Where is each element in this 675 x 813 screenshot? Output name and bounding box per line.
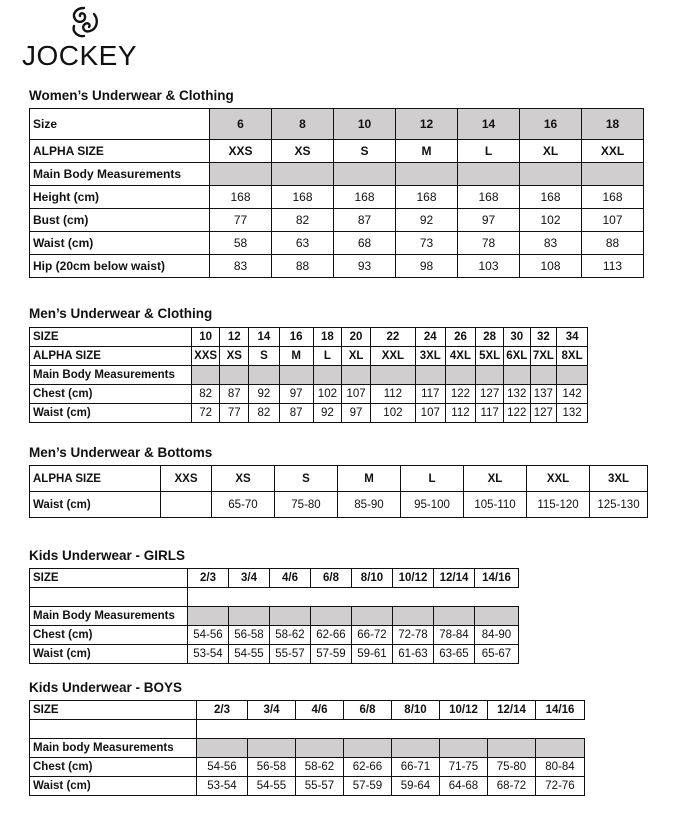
size-cell: 16 (279, 328, 313, 347)
measurement-value: 68-72 (488, 777, 536, 796)
alpha-size-cell: L (313, 347, 342, 366)
measurement-value: 97 (342, 404, 371, 423)
measurement-value: 107 (415, 404, 445, 423)
men-bottoms-section-title: Men’s Underwear & Bottoms (29, 445, 213, 460)
alpha-size-row (30, 466, 648, 492)
measurement-value: 56-58 (248, 758, 296, 777)
size-cell: 6 (210, 109, 272, 140)
measurement-row (30, 777, 585, 796)
shaded-cell (342, 366, 371, 385)
measurement-value: 83 (520, 232, 582, 255)
size-cell: 22 (370, 328, 415, 347)
measurement-value: 71-75 (440, 758, 488, 777)
measurement-value: 122 (503, 404, 530, 423)
shaded-cell (475, 607, 519, 626)
measurement-value: 55-57 (270, 645, 311, 664)
shaded-cell (313, 366, 342, 385)
measurement-value: 168 (396, 186, 458, 209)
size-cell: 14/16 (475, 569, 519, 588)
measurement-value: 98 (396, 255, 458, 278)
size-header-row (30, 701, 585, 720)
measurement-value: 82 (191, 385, 220, 404)
size-cell: 28 (476, 328, 504, 347)
shaded-cell (415, 366, 445, 385)
measurement-value: 62-66 (311, 626, 352, 645)
shaded-cell (270, 607, 311, 626)
measurement-value: 127 (476, 385, 504, 404)
measurement-row (30, 232, 644, 255)
alpha-size-cell: M (279, 347, 313, 366)
measurement-label: Chest (cm) (30, 385, 192, 404)
measurement-value: 57-59 (311, 645, 352, 664)
size-cell: 3/4 (229, 569, 270, 588)
jockey-swirl-icon (66, 4, 102, 40)
size-cell: 34 (557, 328, 588, 347)
measurement-label: Waist (cm) (30, 404, 192, 423)
measurement-value: 105-110 (464, 492, 527, 518)
size-cell: 20 (342, 328, 371, 347)
shaded-cell (458, 163, 520, 186)
shaded-cell (393, 607, 434, 626)
measurement-value: 168 (520, 186, 582, 209)
alpha-size-row (30, 720, 585, 739)
measurement-value: 103 (458, 255, 520, 278)
size-label: Size (30, 109, 210, 140)
alpha-size-cell: XXL (582, 140, 644, 163)
shaded-cell (352, 607, 393, 626)
measurement-row (30, 209, 644, 232)
measurement-value: 80-84 (536, 758, 585, 777)
size-cell: 14/16 (536, 701, 585, 720)
size-cell: 6/8 (344, 701, 392, 720)
shaded-cell (476, 366, 504, 385)
measurement-value: 58-62 (270, 626, 311, 645)
measurements-heading: Main Body Measurements (30, 607, 188, 626)
shaded-cell (249, 366, 280, 385)
size-cell: 14 (458, 109, 520, 140)
size-cell: 32 (530, 328, 557, 347)
shaded-cell (445, 366, 476, 385)
measurement-value: 78 (458, 232, 520, 255)
alpha-size-cell: 8XL (557, 347, 588, 366)
alpha-size-cell: XL (464, 466, 527, 492)
measurement-value: 55-57 (296, 777, 344, 796)
shaded-cell (248, 739, 296, 758)
measurement-value: 68 (334, 232, 396, 255)
measurement-value: 61-63 (393, 645, 434, 664)
alpha-size-row (30, 347, 588, 366)
shaded-cell (334, 163, 396, 186)
shaded-cell (396, 163, 458, 186)
measurement-value: 54-55 (248, 777, 296, 796)
size-cell: 2/3 (197, 701, 248, 720)
measurement-value: 54-56 (197, 758, 248, 777)
brand-wordmark: JOCKEY (22, 40, 138, 71)
size-cell: 18 (313, 328, 342, 347)
measurement-label: Waist (cm) (30, 777, 197, 796)
measurement-value: 142 (557, 385, 588, 404)
measurement-value: 77 (210, 209, 272, 232)
boys-size-table (29, 700, 585, 796)
measurement-value: 108 (520, 255, 582, 278)
alpha-size-cell: 6XL (503, 347, 530, 366)
alpha-size-cell: 5XL (476, 347, 504, 366)
shaded-cell (197, 739, 248, 758)
shaded-cell (296, 739, 344, 758)
measurement-label: Chest (cm) (30, 626, 188, 645)
alpha-size-cell: 7XL (530, 347, 557, 366)
alpha-size-label (30, 588, 188, 607)
measurement-value: 53-54 (197, 777, 248, 796)
measurement-value: 92 (313, 404, 342, 423)
measurement-value: 62-66 (344, 758, 392, 777)
measurement-value: 64-68 (440, 777, 488, 796)
measurement-value: 87 (220, 385, 249, 404)
shaded-cell (434, 607, 475, 626)
measurement-label: Waist (cm) (30, 492, 161, 518)
size-cell: 16 (520, 109, 582, 140)
measurement-value: 168 (272, 186, 334, 209)
measurement-value (161, 492, 212, 518)
measurement-value: 97 (458, 209, 520, 232)
shaded-cell (370, 366, 415, 385)
measurement-value: 88 (582, 232, 644, 255)
measurement-value: 72-76 (536, 777, 585, 796)
measurement-value: 78-84 (434, 626, 475, 645)
measurement-label: Height (cm) (30, 186, 210, 209)
size-cell: 8/10 (392, 701, 440, 720)
measurement-value: 88 (272, 255, 334, 278)
measurement-value: 63-65 (434, 645, 475, 664)
measurement-value: 65-67 (475, 645, 519, 664)
alpha-size-cell: S (275, 466, 338, 492)
measurement-value: 75-80 (275, 492, 338, 518)
size-cell: 8/10 (352, 569, 393, 588)
size-cell: 10 (191, 328, 220, 347)
size-cell: 24 (415, 328, 445, 347)
shaded-cell (229, 607, 270, 626)
alpha-size-cell: XS (272, 140, 334, 163)
measurement-value: 77 (220, 404, 249, 423)
alpha-size-label: ALPHA SIZE (30, 466, 161, 492)
alpha-size-label (30, 720, 197, 739)
measurement-value: 102 (313, 385, 342, 404)
size-cell: 10/12 (440, 701, 488, 720)
measurement-row (30, 385, 588, 404)
size-cell: 4/6 (296, 701, 344, 720)
measurements-heading-row (30, 366, 588, 385)
measurement-value: 92 (396, 209, 458, 232)
women-section-title: Women’s Underwear & Clothing (29, 88, 234, 103)
measurement-value: 125-130 (590, 492, 648, 518)
measurement-value: 112 (370, 385, 415, 404)
size-header-row (30, 569, 519, 588)
measurement-label: Waist (cm) (30, 232, 210, 255)
measurement-value: 72-78 (393, 626, 434, 645)
alpha-size-cell: XXL (527, 466, 590, 492)
measurement-value: 122 (445, 385, 476, 404)
measurement-label: Hip (20cm below waist) (30, 255, 210, 278)
size-header-row (30, 109, 644, 140)
men-clothing-section-title: Men’s Underwear & Clothing (29, 306, 213, 321)
alpha-size-cell: XXS (191, 347, 220, 366)
measurement-value: 87 (279, 404, 313, 423)
size-cell: 12 (220, 328, 249, 347)
measurement-value: 93 (334, 255, 396, 278)
measurement-value: 132 (503, 385, 530, 404)
alpha-size-cell: M (338, 466, 401, 492)
shaded-cell (503, 366, 530, 385)
size-cell: 14 (249, 328, 280, 347)
measurement-value: 57-59 (344, 777, 392, 796)
men-bottoms-size-table (29, 465, 648, 518)
alpha-size-cell: XS (220, 347, 249, 366)
size-cell: 26 (445, 328, 476, 347)
measurement-row (30, 758, 585, 777)
shaded-cell (440, 739, 488, 758)
measurement-value: 117 (476, 404, 504, 423)
measurement-value: 95-100 (401, 492, 464, 518)
measurement-value: 66-72 (352, 626, 393, 645)
measurement-value: 137 (530, 385, 557, 404)
measurement-value: 54-56 (188, 626, 229, 645)
alpha-size-cell: XL (520, 140, 582, 163)
size-cell: 3/4 (248, 701, 296, 720)
measurement-value: 107 (582, 209, 644, 232)
shaded-cell (279, 366, 313, 385)
measurements-heading-row (30, 163, 644, 186)
measurement-value: 82 (272, 209, 334, 232)
measurements-heading-row (30, 739, 585, 758)
alpha-size-cell: L (401, 466, 464, 492)
measurement-value: 66-71 (392, 758, 440, 777)
girls-size-table (29, 568, 519, 664)
measurement-value: 72 (191, 404, 220, 423)
size-cell: 8 (272, 109, 334, 140)
size-cell: 4/6 (270, 569, 311, 588)
size-cell: 12 (396, 109, 458, 140)
shaded-cell (488, 739, 536, 758)
measurement-value: 97 (279, 385, 313, 404)
shaded-cell (392, 739, 440, 758)
jockey-logo (22, 4, 162, 70)
shaded-cell (520, 163, 582, 186)
size-label: SIZE (30, 569, 188, 588)
boys-section-title: Kids Underwear - BOYS (29, 680, 183, 695)
alpha-size-cell: S (249, 347, 280, 366)
measurement-row (30, 492, 648, 518)
alpha-size-cell: XXS (210, 140, 272, 163)
measurement-value: 84-90 (475, 626, 519, 645)
measurement-value: 168 (210, 186, 272, 209)
measurement-value: 113 (582, 255, 644, 278)
alpha-size-row (30, 588, 519, 607)
size-header-row (30, 328, 588, 347)
measurement-value: 56-58 (229, 626, 270, 645)
measurement-value: 73 (396, 232, 458, 255)
measurement-value: 54-55 (229, 645, 270, 664)
alpha-size-cell: XS (212, 466, 275, 492)
size-label: SIZE (30, 328, 192, 347)
measurements-heading: Main body Measurements (30, 739, 197, 758)
alpha-size-cell: XXS (161, 466, 212, 492)
measurement-value: 102 (370, 404, 415, 423)
shaded-cell (272, 163, 334, 186)
shaded-cell (557, 366, 588, 385)
measurements-heading: Main Body Measurements (30, 366, 192, 385)
measurement-value: 53-54 (188, 645, 229, 664)
measurement-value: 59-61 (352, 645, 393, 664)
shaded-cell (311, 607, 352, 626)
measurement-value: 117 (415, 385, 445, 404)
shaded-cell (191, 366, 220, 385)
measurements-heading-row (30, 607, 519, 626)
measurement-value: 85-90 (338, 492, 401, 518)
men-clothing-size-table (29, 327, 588, 423)
alpha-size-cell: 3XL (590, 466, 648, 492)
alpha-size-label: ALPHA SIZE (30, 140, 210, 163)
size-cell: 12/14 (488, 701, 536, 720)
shaded-cell (188, 607, 229, 626)
measurement-value: 102 (520, 209, 582, 232)
measurement-value: 63 (272, 232, 334, 255)
measurement-value: 65-70 (212, 492, 275, 518)
alpha-size-cell: XXL (370, 347, 415, 366)
alpha-size-cell: XL (342, 347, 371, 366)
measurement-value: 168 (458, 186, 520, 209)
shaded-cell (220, 366, 249, 385)
measurement-row (30, 404, 588, 423)
shaded-cell (582, 163, 644, 186)
measurement-row (30, 255, 644, 278)
measurement-value: 83 (210, 255, 272, 278)
size-label: SIZE (30, 701, 197, 720)
measurement-value: 87 (334, 209, 396, 232)
size-cell: 18 (582, 109, 644, 140)
alpha-size-cell: 3XL (415, 347, 445, 366)
measurement-row (30, 626, 519, 645)
size-cell: 10/12 (393, 569, 434, 588)
measurement-row (30, 645, 519, 664)
measurement-label: Bust (cm) (30, 209, 210, 232)
measurement-value: 115-120 (527, 492, 590, 518)
measurement-value: 168 (582, 186, 644, 209)
size-cell: 10 (334, 109, 396, 140)
shaded-cell (530, 366, 557, 385)
measurement-value: 59-64 (392, 777, 440, 796)
alpha-size-row (30, 140, 644, 163)
measurement-value: 92 (249, 385, 280, 404)
alpha-size-cell: S (334, 140, 396, 163)
measurement-value: 82 (249, 404, 280, 423)
size-cell: 30 (503, 328, 530, 347)
alpha-size-cell: M (396, 140, 458, 163)
measurement-row (30, 186, 644, 209)
measurement-value: 112 (445, 404, 476, 423)
measurement-value: 132 (557, 404, 588, 423)
shaded-cell (344, 739, 392, 758)
measurement-label: Chest (cm) (30, 758, 197, 777)
measurements-heading: Main Body Measurements (30, 163, 210, 186)
measurement-value: 168 (334, 186, 396, 209)
measurement-value: 127 (530, 404, 557, 423)
women-size-table (29, 108, 644, 278)
measurement-value: 58 (210, 232, 272, 255)
measurement-value: 107 (342, 385, 371, 404)
size-cell: 6/8 (311, 569, 352, 588)
alpha-size-label: ALPHA SIZE (30, 347, 192, 366)
shaded-cell (536, 739, 585, 758)
size-cell: 12/14 (434, 569, 475, 588)
alpha-size-cell: L (458, 140, 520, 163)
alpha-size-cell: 4XL (445, 347, 476, 366)
girls-section-title: Kids Underwear - GIRLS (29, 548, 186, 563)
shaded-cell (210, 163, 272, 186)
measurement-value: 58-62 (296, 758, 344, 777)
measurement-label: Waist (cm) (30, 645, 188, 664)
measurement-value: 75-80 (488, 758, 536, 777)
size-cell: 2/3 (188, 569, 229, 588)
